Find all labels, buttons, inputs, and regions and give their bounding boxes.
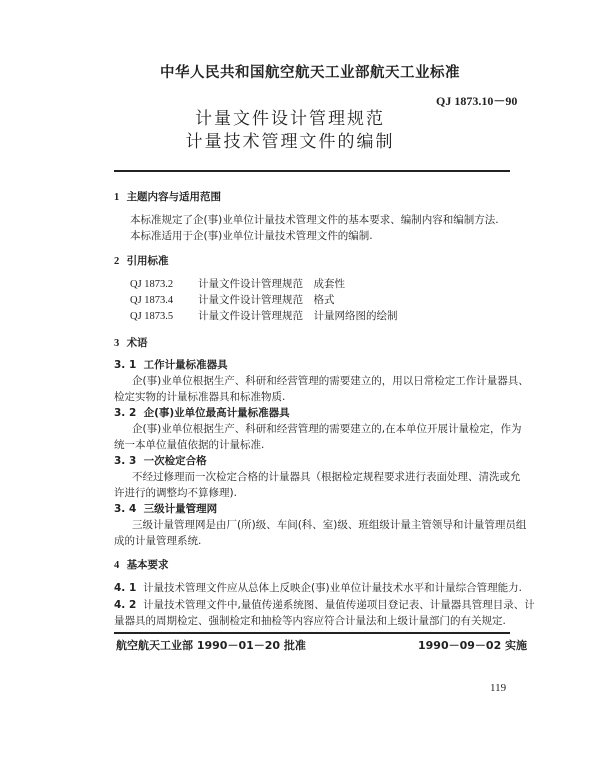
standard-code: QJ 1873.10－90 — [436, 94, 518, 108]
page-number: 119 — [490, 682, 507, 694]
term-heading: 3. 4 三级计量管理网 — [114, 503, 218, 515]
reference-item: QJ 1873.5 计量文件设计管理规范 计量网络图的绘制 — [130, 310, 398, 322]
section-2-heading: 2 引用标准 — [114, 255, 169, 267]
term-heading: 3. 2 企(事)业单位最高计量标准器具 — [114, 407, 290, 419]
section-3-heading: 3 术语 — [114, 337, 148, 349]
approval-date: 航空航天工业部 1990－01－20 批准 — [116, 639, 306, 652]
section-1-paragraph: 本标准适用于企(事)业单位计量技术管理文件的编制. — [130, 230, 373, 242]
section-1-paragraph: 本标准规定了企(事)业单位计量技术管理文件的基本要求、编制内容和编制方法. — [130, 214, 499, 226]
term-definition: 不经过修理而一次检定合格的计量器具（根据检定规程要求进行表面处理、清洗或允 — [132, 471, 521, 483]
term-definition: 三级计量管理网是由厂(所)级、车间(科、室)级、班组级计量主管领导和计量管理员组 — [132, 519, 527, 531]
document-title-sub: 计量技术管理文件的编制 — [185, 132, 395, 152]
term-definition: 企(事)业单位根据生产、科研和经营管理的需要建立的,在本单位开展计量检定，作为 — [132, 423, 522, 435]
requirement-item: 4. 1 计量技术管理文件应从总体上反映企(事)业单位计量技术水平和计量综合管理能力. — [114, 582, 522, 594]
term-definition: 企(事)业单位根据生产、科研和经营管理的需要建立的，用以日常检定工作计量器具、 — [132, 375, 529, 387]
header-rule — [114, 170, 510, 172]
section-1-heading: 1 主题内容与适用范围 — [114, 191, 222, 203]
term-definition: 检定实物的计量标准器具和标准物质. — [114, 391, 286, 403]
term-definition: 许进行的调整均不算修理). — [114, 487, 237, 499]
issuing-organization: 中华人民共和国航空航天工业部航天工业标准 — [160, 65, 460, 81]
requirement-item: 4. 2 计量技术管理文件中,量值传递系统图、量值传递项目登记表、计量器具管理目录、计 — [114, 599, 535, 611]
document-title-main: 计量文件设计管理规范 — [195, 109, 385, 129]
footer-rule — [114, 632, 510, 634]
term-heading: 3. 1 工作计量标准器具 — [114, 359, 228, 371]
requirement-item: 量器具的周期检定、强制检定和抽检等内容应符合计量法和上级计量部门的有关规定. — [114, 615, 506, 627]
term-heading: 3. 3 一次检定合格 — [114, 455, 207, 467]
section-4-heading: 4 基本要求 — [114, 559, 169, 571]
term-definition: 成的计量管理系统. — [114, 535, 202, 547]
reference-item: QJ 1873.2 计量文件设计管理规范 成套性 — [130, 278, 345, 290]
reference-item: QJ 1873.4 计量文件设计管理规范 格式 — [130, 294, 335, 306]
effective-date: 1990－09－02 实施 — [418, 639, 528, 652]
term-definition: 统一本单位量值依据的计量标准. — [114, 439, 265, 451]
